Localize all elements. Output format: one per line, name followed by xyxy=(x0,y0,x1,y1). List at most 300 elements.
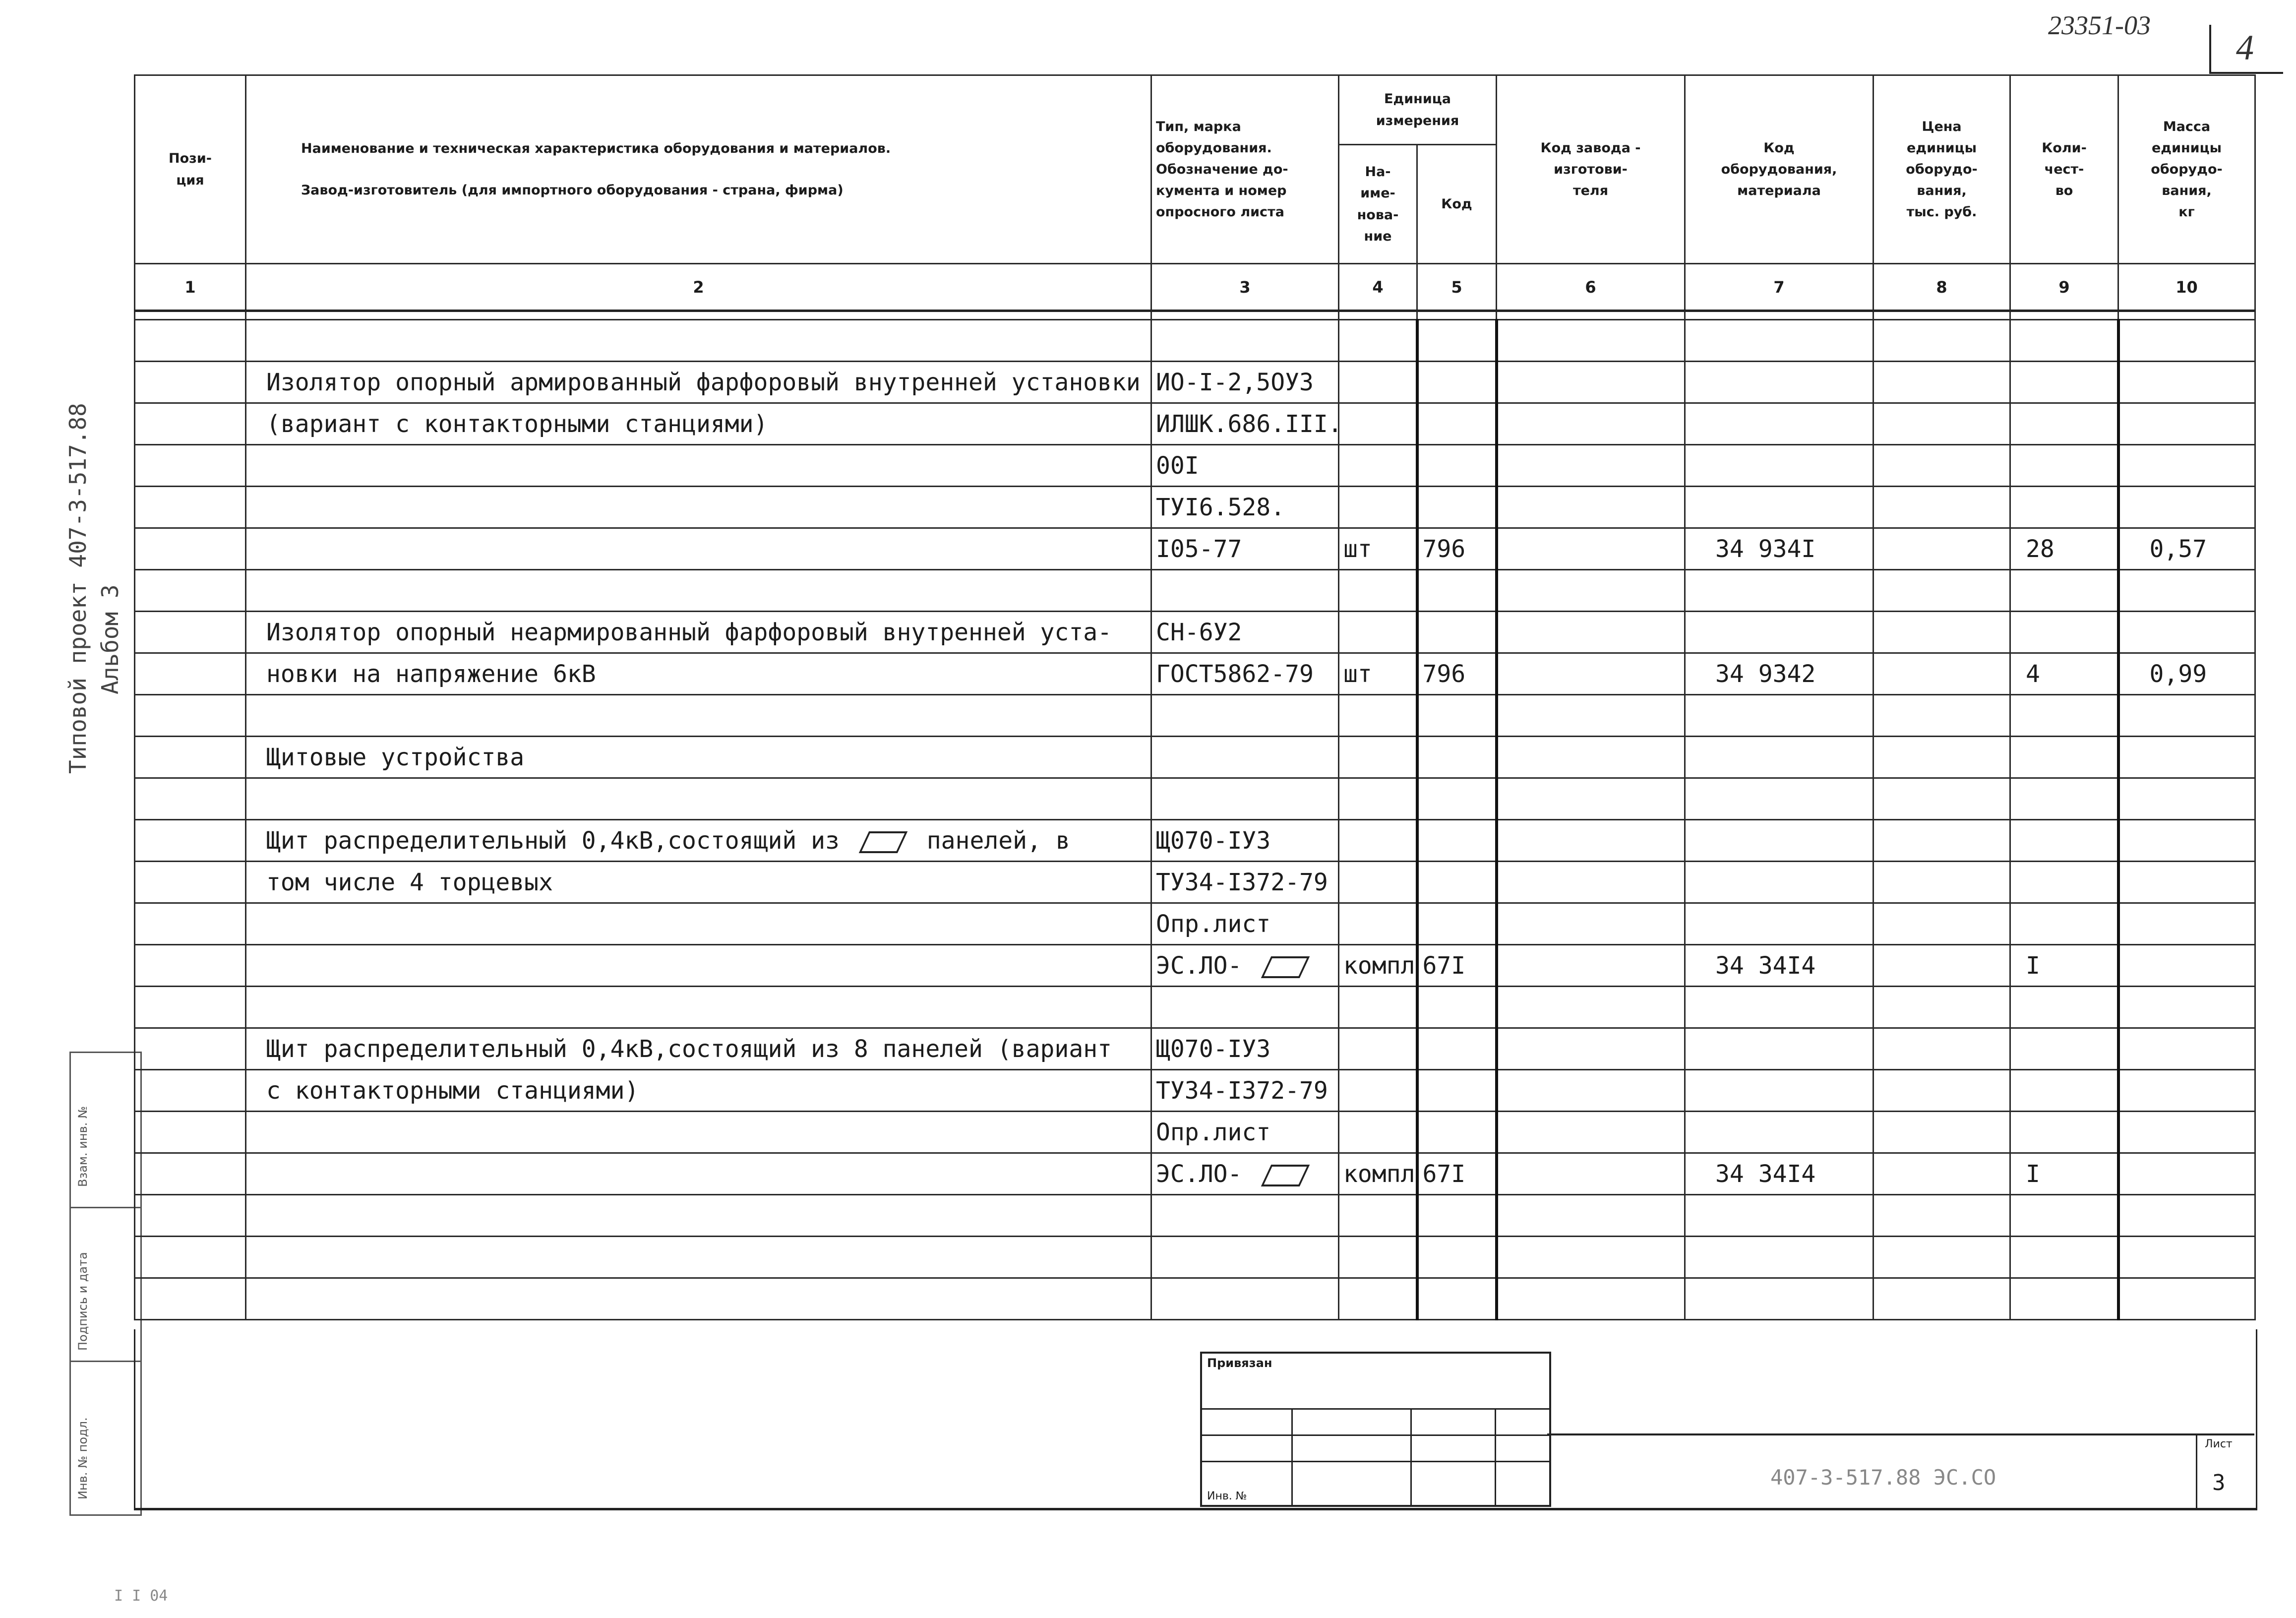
table-cell xyxy=(1873,1153,2010,1195)
table-cell: (вариант с контакторными станциями) xyxy=(246,403,1151,445)
table-cell xyxy=(2010,1237,2118,1278)
table-row xyxy=(135,1195,2255,1237)
table-cell xyxy=(1151,695,1339,737)
table-cell xyxy=(1873,695,2010,737)
table-cell xyxy=(246,778,1151,820)
table-cell xyxy=(1685,403,1873,445)
header-quantity: Коли- чест- во xyxy=(2010,75,2118,264)
stamp-label-inventory: Инв. № подл. xyxy=(76,1417,90,1499)
sheet-corner-box xyxy=(2209,25,2283,74)
sheet-number-box xyxy=(2196,1435,2254,1510)
table-cell xyxy=(246,945,1151,987)
table-cell xyxy=(135,445,246,487)
table-cell xyxy=(1339,1070,1417,1112)
table-cell xyxy=(1873,362,2010,403)
table-row xyxy=(135,445,2255,487)
table-cell xyxy=(2118,695,2255,737)
table-cell xyxy=(135,987,246,1028)
column-number: 6 xyxy=(1497,264,1685,311)
table-cell xyxy=(1497,737,1685,778)
table-cell xyxy=(1497,403,1685,445)
table-cell xyxy=(1417,903,1497,945)
table-cell xyxy=(1873,778,2010,820)
table-row xyxy=(135,820,2255,862)
specification-table xyxy=(134,74,2256,1320)
table-cell xyxy=(1497,570,1685,612)
sheet-label: Лист xyxy=(2205,1438,2233,1450)
table-cell: Щит распределительный 0,4кВ,состоящий из панелей, в xyxy=(246,820,1151,862)
stamp-label-signature: Подпись и дата xyxy=(76,1252,90,1351)
table-cell xyxy=(2118,487,2255,528)
table-cell xyxy=(1339,695,1417,737)
table-cell xyxy=(2118,1112,2255,1153)
title-block xyxy=(1547,1433,2254,1510)
table-cell xyxy=(135,1195,246,1237)
table-cell: 796 xyxy=(1417,528,1497,570)
table-cell xyxy=(2118,612,2255,653)
table-row xyxy=(135,1070,2255,1112)
table-cell xyxy=(246,1195,1151,1237)
table-cell: Щ070-IУ3 xyxy=(1151,1028,1339,1070)
blank-box-icon xyxy=(1261,1165,1310,1186)
table-cell xyxy=(1497,1070,1685,1112)
table-cell xyxy=(1417,1112,1497,1153)
privyazan-label: Привязан xyxy=(1207,1356,1272,1370)
table-cell xyxy=(1873,1278,2010,1320)
table-cell xyxy=(135,862,246,903)
table-cell xyxy=(2118,987,2255,1028)
table-cell xyxy=(135,945,246,987)
table-cell xyxy=(1873,445,2010,487)
table-cell: 34 34I4 xyxy=(1685,945,1873,987)
table-cell xyxy=(1873,987,2010,1028)
table-cell xyxy=(1151,570,1339,612)
table-cell xyxy=(2010,1070,2118,1112)
column-number: 2 xyxy=(246,264,1151,311)
table-cell xyxy=(1873,945,2010,987)
inventory-number-label: Инв. № xyxy=(1207,1490,1247,1502)
table-cell xyxy=(1417,1237,1497,1278)
table-cell xyxy=(2010,1195,2118,1237)
table-cell: с контакторными станциями) xyxy=(246,1070,1151,1112)
table-cell xyxy=(1417,1070,1497,1112)
table-row xyxy=(135,1278,2255,1320)
table-cell xyxy=(1417,320,1497,362)
table-cell: Щитовые устройства xyxy=(246,737,1151,778)
table-cell: Изолятор опорный армированный фарфоровый внутренней установки xyxy=(246,362,1151,403)
table-cell xyxy=(2118,1237,2255,1278)
table-cell xyxy=(135,1278,246,1320)
table-cell xyxy=(1497,1237,1685,1278)
table-cell xyxy=(2118,737,2255,778)
table-cell xyxy=(1339,320,1417,362)
table-cell xyxy=(1497,320,1685,362)
table-cell: Щит распределительный 0,4кВ,состоящий из 8 панелей (вариант xyxy=(246,1028,1151,1070)
table-cell xyxy=(1339,362,1417,403)
table-cell xyxy=(1497,945,1685,987)
table-cell xyxy=(1151,320,1339,362)
table-cell: новки на напряжение 6кВ xyxy=(246,653,1151,695)
table-cell: ТУI6.528. xyxy=(1151,487,1339,528)
table-cell xyxy=(2010,403,2118,445)
table-row xyxy=(135,528,2255,570)
table-cell xyxy=(1873,862,2010,903)
table-cell: ТУ34-I372-79 xyxy=(1151,862,1339,903)
table-cell xyxy=(1497,820,1685,862)
table-cell xyxy=(1685,487,1873,528)
header-unit-name: На- име- нова- ние xyxy=(1339,145,1417,264)
table-cell xyxy=(2118,778,2255,820)
table-row xyxy=(135,653,2255,695)
table-cell xyxy=(1685,1028,1873,1070)
specification-body xyxy=(135,320,2255,1320)
table-cell: ЭС.ЛО- xyxy=(1151,945,1339,987)
table-cell: шт xyxy=(1339,653,1417,695)
header-plant-code: Код завода - изготови- теля xyxy=(1497,75,1685,264)
table-cell xyxy=(2010,903,2118,945)
table-cell xyxy=(2118,1153,2255,1195)
table-cell xyxy=(1685,1112,1873,1153)
table-cell xyxy=(1497,1278,1685,1320)
header-unit-code: Код xyxy=(1417,145,1497,264)
table-cell xyxy=(1339,1237,1417,1278)
table-cell xyxy=(1873,903,2010,945)
table-cell xyxy=(2010,820,2118,862)
privyazan-stamp xyxy=(1200,1352,1551,1507)
table-cell xyxy=(2010,362,2118,403)
table-cell xyxy=(2118,362,2255,403)
table-cell xyxy=(2118,320,2255,362)
table-cell xyxy=(2010,778,2118,820)
table-cell xyxy=(1497,695,1685,737)
table-cell: 67I xyxy=(1417,1153,1497,1195)
table-cell xyxy=(1339,903,1417,945)
table-cell xyxy=(135,570,246,612)
table-cell: ЭС.ЛО- xyxy=(1151,1153,1339,1195)
table-cell xyxy=(1873,1195,2010,1237)
table-cell xyxy=(2010,487,2118,528)
table-cell xyxy=(1873,528,2010,570)
table-cell xyxy=(1417,445,1497,487)
table-cell xyxy=(1685,862,1873,903)
table-cell xyxy=(135,653,246,695)
stamp-label-replacement: Взам. инв. № xyxy=(76,1106,90,1187)
table-row xyxy=(135,570,2255,612)
table-cell xyxy=(2118,403,2255,445)
column-number: 5 xyxy=(1417,264,1497,311)
table-cell xyxy=(2010,1028,2118,1070)
table-cell xyxy=(1685,778,1873,820)
table-cell xyxy=(1685,362,1873,403)
table-cell xyxy=(1497,1195,1685,1237)
table-cell xyxy=(2118,945,2255,987)
table-cell xyxy=(246,1278,1151,1320)
header-type: Тип, марка оборудования. Обозначение до- кумента и номер опросного листа xyxy=(1151,75,1339,264)
column-number-row xyxy=(135,264,2255,311)
table-cell xyxy=(2010,862,2118,903)
column-number: 8 xyxy=(1873,264,2010,311)
table-cell xyxy=(1339,820,1417,862)
approval-stamp-column xyxy=(69,1052,142,1516)
table-cell: 67I xyxy=(1417,945,1497,987)
table-cell xyxy=(135,778,246,820)
header-position: Пози- ция xyxy=(135,75,246,264)
table-cell xyxy=(1417,1028,1497,1070)
table-cell xyxy=(1417,820,1497,862)
table-cell xyxy=(1873,487,2010,528)
table-cell xyxy=(1685,1070,1873,1112)
table-cell xyxy=(1417,695,1497,737)
table-cell xyxy=(1685,612,1873,653)
table-cell: компл xyxy=(1339,1153,1417,1195)
table-cell: 34 34I4 xyxy=(1685,1153,1873,1195)
column-number: 7 xyxy=(1685,264,1873,311)
table-cell: Опр.лист xyxy=(1151,903,1339,945)
table-cell xyxy=(2118,1028,2255,1070)
table-cell xyxy=(1339,403,1417,445)
table-cell xyxy=(1497,778,1685,820)
table-cell xyxy=(246,1237,1151,1278)
table-cell: 0,99 xyxy=(2118,653,2255,695)
table-cell xyxy=(2010,987,2118,1028)
table-cell xyxy=(135,612,246,653)
table-cell xyxy=(246,320,1151,362)
table-cell xyxy=(135,1070,246,1112)
table-cell xyxy=(1497,487,1685,528)
table-cell xyxy=(1873,737,2010,778)
table-cell xyxy=(1685,320,1873,362)
table-cell xyxy=(1417,362,1497,403)
table-cell xyxy=(1339,862,1417,903)
table-cell xyxy=(1339,445,1417,487)
table-row xyxy=(135,778,2255,820)
table-cell xyxy=(135,1237,246,1278)
table-cell xyxy=(135,737,246,778)
table-cell: 00I xyxy=(1151,445,1339,487)
table-cell: I xyxy=(2010,945,2118,987)
table-cell xyxy=(135,1153,246,1195)
table-cell xyxy=(1497,987,1685,1028)
table-cell: Щ070-IУ3 xyxy=(1151,820,1339,862)
table-cell xyxy=(135,320,246,362)
table-cell xyxy=(1873,612,2010,653)
table-cell xyxy=(1417,987,1497,1028)
table-cell xyxy=(2010,1112,2118,1153)
table-cell xyxy=(1873,820,2010,862)
table-cell xyxy=(1417,862,1497,903)
table-cell: 0,57 xyxy=(2118,528,2255,570)
column-number: 4 xyxy=(1339,264,1417,311)
table-cell xyxy=(1151,987,1339,1028)
table-cell xyxy=(2118,862,2255,903)
table-cell: том числе 4 торцевых xyxy=(246,862,1151,903)
table-cell xyxy=(1873,1028,2010,1070)
table-cell xyxy=(135,820,246,862)
document-number: 23351-03 xyxy=(2048,10,2151,40)
table-cell xyxy=(246,445,1151,487)
table-cell xyxy=(1151,1195,1339,1237)
table-cell xyxy=(1497,1112,1685,1153)
header-equipment-code: Код оборудования, материала xyxy=(1685,75,1873,264)
table-cell xyxy=(1685,820,1873,862)
table-row xyxy=(135,1237,2255,1278)
table-cell: 796 xyxy=(1417,653,1497,695)
table-cell xyxy=(1873,320,2010,362)
blank-box-icon xyxy=(859,831,908,853)
table-cell xyxy=(1339,987,1417,1028)
table-row xyxy=(135,612,2255,653)
table-cell xyxy=(1685,695,1873,737)
table-cell: 4 xyxy=(2010,653,2118,695)
table-cell: ИО-I-2,5ОУ3 xyxy=(1151,362,1339,403)
table-cell: ИЛШК.686.III. xyxy=(1151,403,1339,445)
table-cell xyxy=(246,695,1151,737)
table-cell xyxy=(2010,570,2118,612)
table-cell xyxy=(2118,570,2255,612)
table-cell xyxy=(1497,528,1685,570)
header-unit-group: Единица измерения xyxy=(1339,75,1497,145)
table-cell xyxy=(1417,570,1497,612)
table-cell xyxy=(2118,1195,2255,1237)
table-cell xyxy=(246,528,1151,570)
table-row xyxy=(135,903,2255,945)
table-cell xyxy=(1873,403,2010,445)
table-cell xyxy=(1497,362,1685,403)
table-cell: I xyxy=(2010,1153,2118,1195)
table-cell xyxy=(1873,1112,2010,1153)
table-cell: 28 xyxy=(2010,528,2118,570)
table-cell xyxy=(1685,1195,1873,1237)
table-cell xyxy=(1339,612,1417,653)
table-row xyxy=(135,945,2255,987)
table-row xyxy=(135,1112,2255,1153)
table-cell xyxy=(1685,903,1873,945)
table-cell xyxy=(1417,403,1497,445)
table-cell xyxy=(2118,903,2255,945)
table-cell xyxy=(1339,1278,1417,1320)
table-cell xyxy=(1497,612,1685,653)
table-cell: шт xyxy=(1339,528,1417,570)
table-cell xyxy=(2118,1070,2255,1112)
table-cell xyxy=(1339,1112,1417,1153)
table-cell: Опр.лист xyxy=(1151,1112,1339,1153)
table-cell xyxy=(1417,778,1497,820)
table-row xyxy=(135,320,2255,362)
header-unit-mass: Масса единицы оборудо- вания, кг xyxy=(2118,75,2255,264)
table-row xyxy=(135,862,2255,903)
table-cell xyxy=(2010,1278,2118,1320)
table-cell: I05-77 xyxy=(1151,528,1339,570)
table-cell xyxy=(1685,987,1873,1028)
table-cell xyxy=(1497,445,1685,487)
table-cell: ТУ34-I372-79 xyxy=(1151,1070,1339,1112)
table-cell xyxy=(135,403,246,445)
table-cell xyxy=(1685,445,1873,487)
table-row xyxy=(135,695,2255,737)
table-cell xyxy=(246,570,1151,612)
table-cell: ГОСТ5862-79 xyxy=(1151,653,1339,695)
column-number: 1 xyxy=(135,264,246,311)
table-cell xyxy=(2010,320,2118,362)
table-cell xyxy=(1685,1237,1873,1278)
table-cell xyxy=(1417,487,1497,528)
table-cell xyxy=(1151,1237,1339,1278)
table-cell xyxy=(1497,1153,1685,1195)
table-row xyxy=(135,987,2255,1028)
table-cell: Изолятор опорный неармированный фарфоровый внутренней уста- xyxy=(246,612,1151,653)
table-cell: 34 9342 xyxy=(1685,653,1873,695)
blank-box-icon xyxy=(1261,956,1310,978)
table-cell xyxy=(1417,737,1497,778)
table-cell xyxy=(1151,1278,1339,1320)
table-cell xyxy=(1873,570,2010,612)
table-row xyxy=(135,1153,2255,1195)
table-cell xyxy=(135,1028,246,1070)
table-cell xyxy=(1685,570,1873,612)
table-cell xyxy=(1685,1278,1873,1320)
table-cell xyxy=(2010,445,2118,487)
table-cell xyxy=(1339,570,1417,612)
table-row xyxy=(135,1028,2255,1070)
table-cell xyxy=(135,362,246,403)
table-cell xyxy=(1339,778,1417,820)
table-cell xyxy=(246,987,1151,1028)
table-cell xyxy=(1339,1028,1417,1070)
side-title-project: Типовой проект 407-3-517.88 xyxy=(64,403,91,774)
table-cell xyxy=(1339,737,1417,778)
table-cell xyxy=(1873,1237,2010,1278)
side-title-album: Альбом 3 xyxy=(97,584,123,694)
table-cell xyxy=(135,903,246,945)
header-name: Наименование и техническая характеристика оборудования и материалов. Завод-изготовитель (для импортного оборудования - страна, фирма) xyxy=(246,75,1151,264)
table-cell xyxy=(2118,820,2255,862)
table-cell xyxy=(246,1153,1151,1195)
table-cell xyxy=(1497,903,1685,945)
table-cell xyxy=(1339,1195,1417,1237)
table-cell xyxy=(1873,653,2010,695)
table-cell xyxy=(2010,695,2118,737)
table-cell xyxy=(2118,1278,2255,1320)
column-number: 3 xyxy=(1151,264,1339,311)
column-number: 9 xyxy=(2010,264,2118,311)
table-cell xyxy=(2118,445,2255,487)
table-row xyxy=(135,487,2255,528)
table-cell xyxy=(1497,653,1685,695)
bottom-scrawl: I I 04 xyxy=(114,1587,168,1605)
header-unit-price: Цена единицы оборудо- вания, тыс. руб. xyxy=(1873,75,2010,264)
table-cell xyxy=(135,487,246,528)
table-cell xyxy=(135,695,246,737)
table-cell xyxy=(246,1112,1151,1153)
table-cell xyxy=(246,903,1151,945)
table-cell: компл xyxy=(1339,945,1417,987)
sheet-corner-number: 4 xyxy=(2236,28,2254,67)
table-cell xyxy=(1151,737,1339,778)
column-number: 10 xyxy=(2118,264,2255,311)
table-cell xyxy=(135,1112,246,1153)
table-cell xyxy=(1417,612,1497,653)
table-row xyxy=(135,737,2255,778)
table-cell xyxy=(1339,487,1417,528)
table-cell xyxy=(1685,737,1873,778)
table-cell xyxy=(1497,862,1685,903)
table-cell xyxy=(2010,612,2118,653)
table-cell xyxy=(1151,778,1339,820)
table-row xyxy=(135,362,2255,403)
table-cell xyxy=(246,487,1151,528)
table-cell xyxy=(2010,737,2118,778)
table-cell xyxy=(1417,1195,1497,1237)
